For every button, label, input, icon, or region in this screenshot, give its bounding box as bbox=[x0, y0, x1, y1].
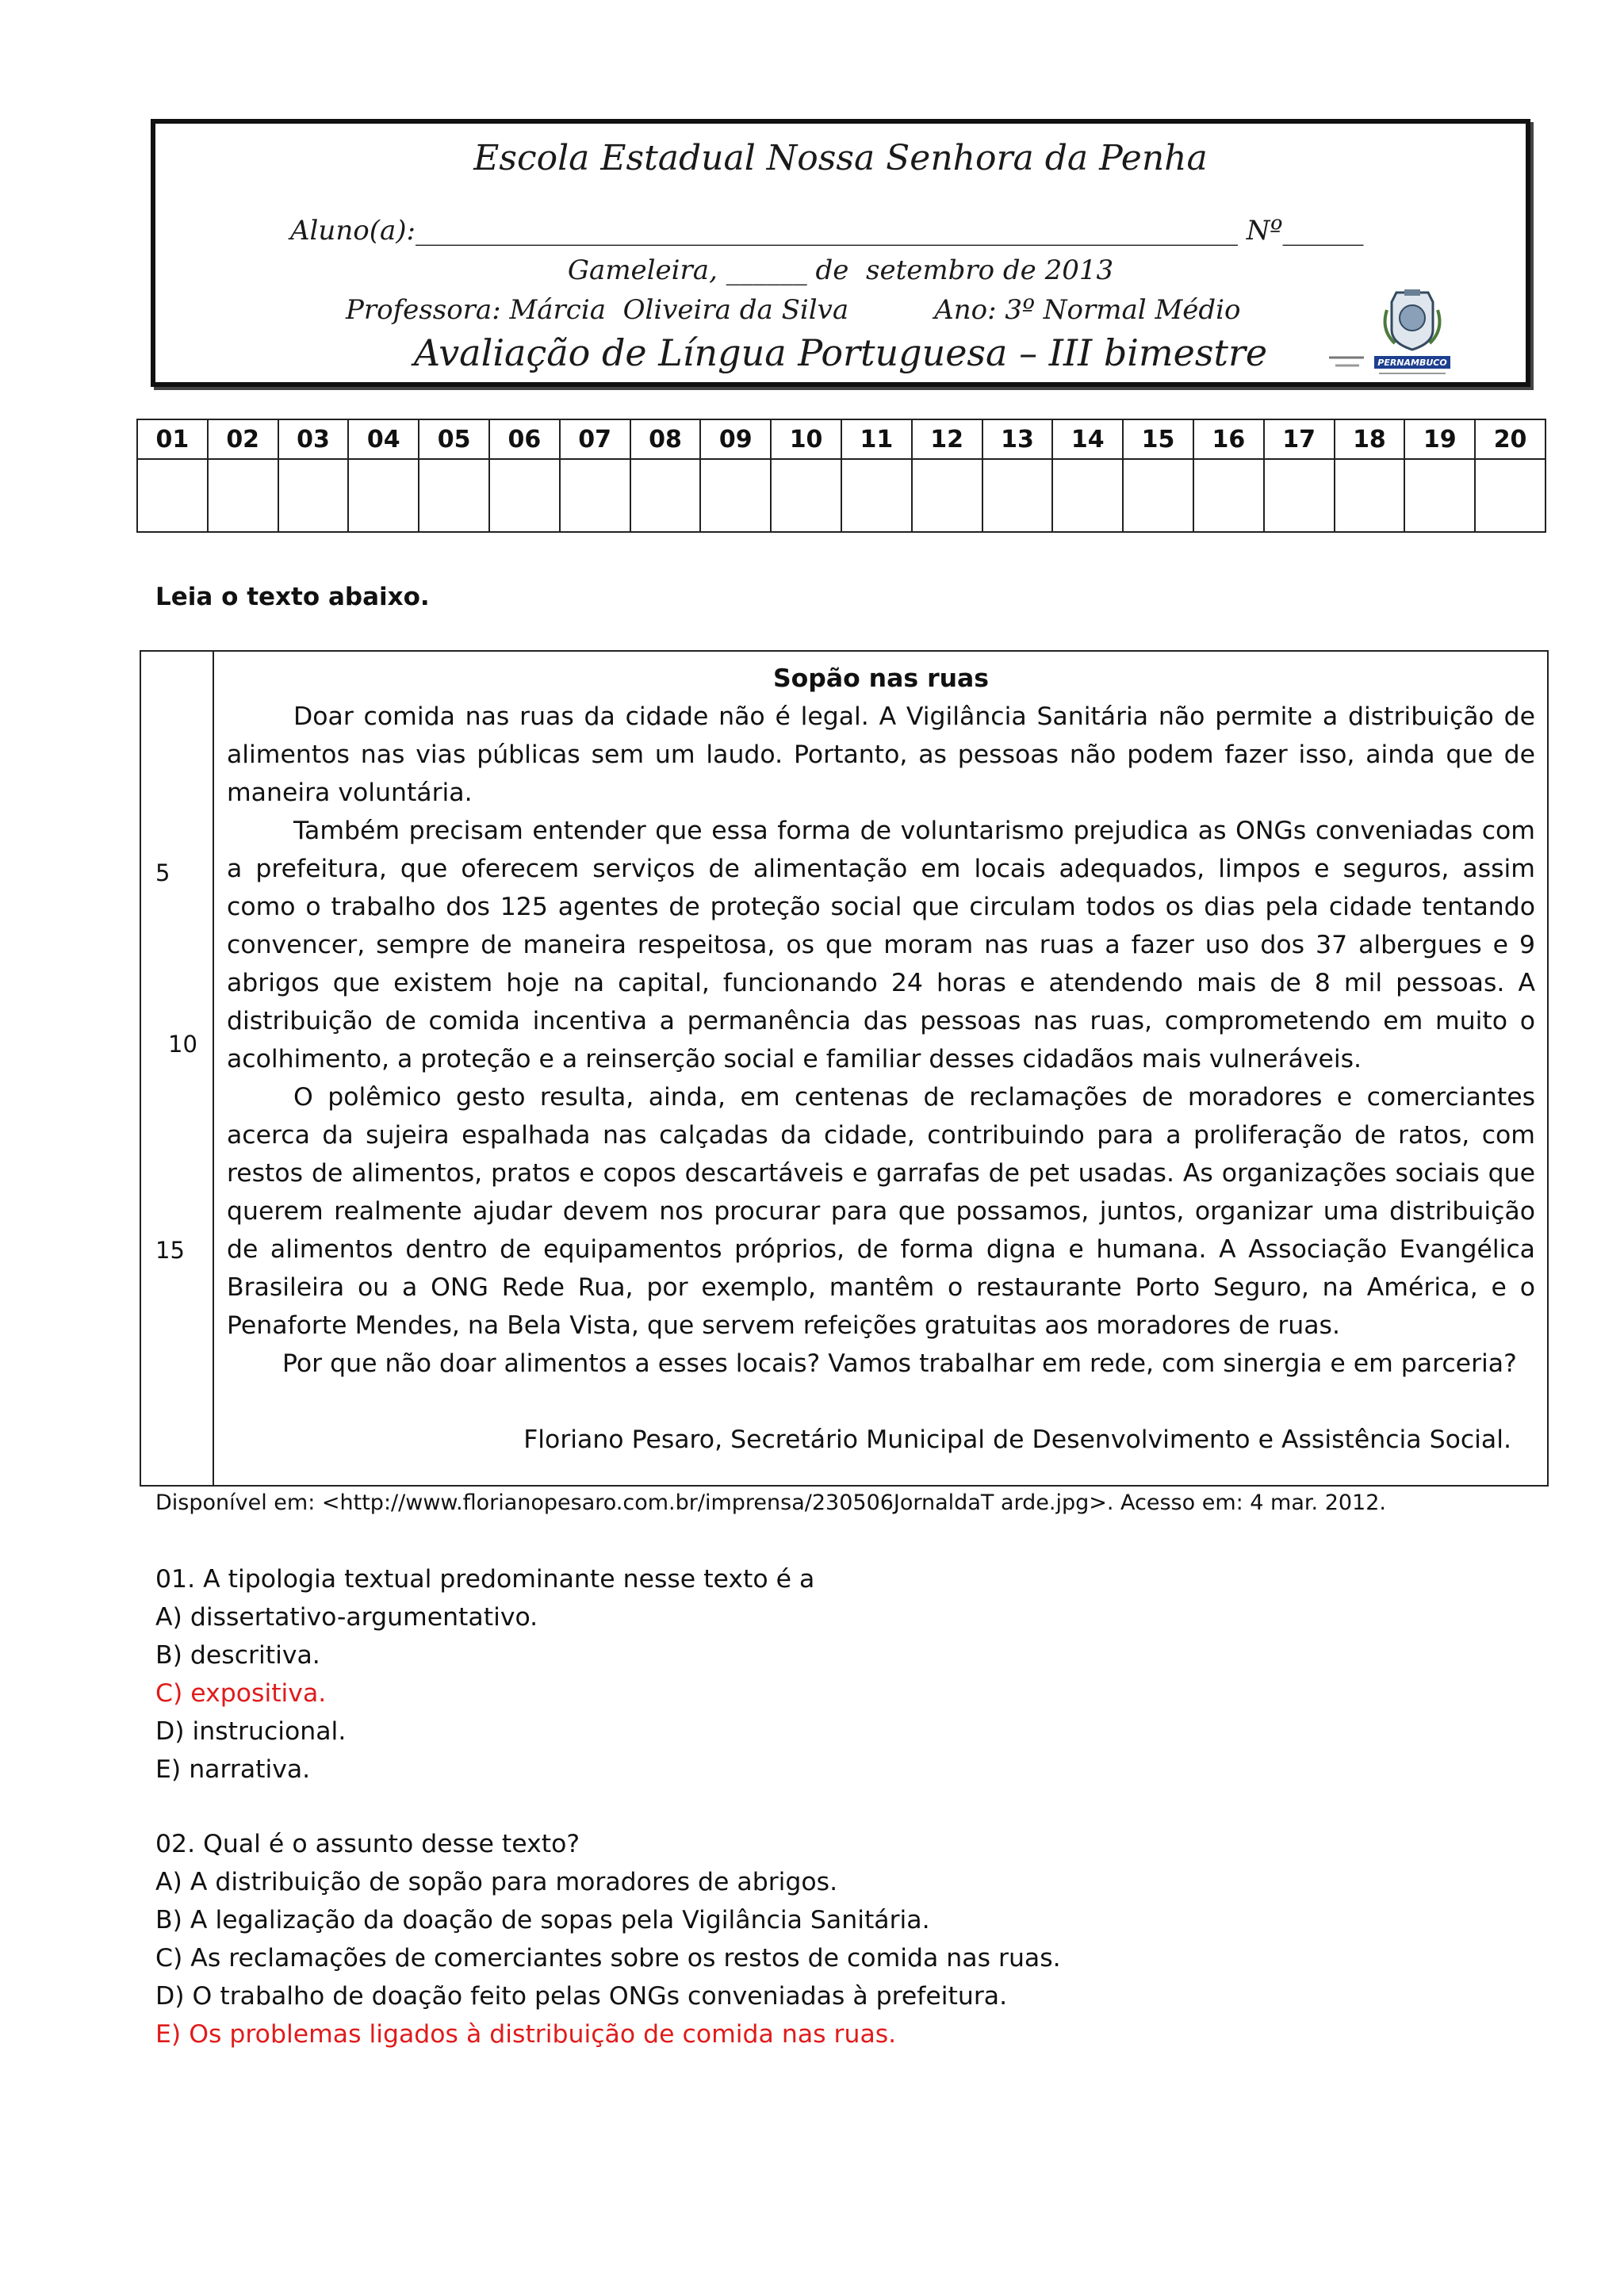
answer-number-15: 15 bbox=[1123, 419, 1193, 459]
paragraph-2: Também precisam entender que essa forma de voluntarismo prejudica as ONGs conveniadas com a prefeitura, que oferecem serviços de alimentação em locais adequados, limpos e seguros, assim como o trabalho dos 125 agentes de proteção social que circulam todos os dias pela cidade tentando convencer, sempre de maneira respeitosa, os que moram nas ruas a fazer uso dos 37 albergues e 9 abrigos que existem hoje na capital, funcionando 24 horas e atendendo mais de 8 mil pessoas. A distribuição de comida incentiva a permanência das pessoas nas ruas, comprometendo em muito o acolhimento, a proteção e a reinserção social e familiar desses cidadãos mais vulneráveis. bbox=[227, 817, 1535, 1073]
answer-box-05[interactable] bbox=[419, 459, 489, 532]
header-box bbox=[151, 119, 1530, 387]
answer-box-16[interactable] bbox=[1193, 459, 1264, 532]
text-title: Sopão nas ruas bbox=[772, 664, 990, 693]
answer-number-08: 08 bbox=[630, 419, 701, 459]
option-e: E) narrativa. bbox=[155, 1755, 311, 1784]
paragraph-4: Por que não doar alimentos a esses locais? Vamos trabalhar em rede, com sinergia e em parceria? bbox=[282, 1349, 1517, 1378]
school-name: Escola Estadual Nossa Senhora da Penha bbox=[473, 138, 1208, 178]
answer-number-19: 19 bbox=[1404, 419, 1475, 459]
small-brand-icon bbox=[1327, 350, 1367, 373]
answer-box-15[interactable] bbox=[1123, 459, 1193, 532]
text-body bbox=[227, 660, 1535, 1459]
author-credit: Floriano Pesaro, Secretário Municipal de Desenvolvimento e Assistência Social. bbox=[523, 1425, 1511, 1454]
answer-number-10: 10 bbox=[771, 419, 841, 459]
paragraph-3: O polêmico gesto resulta, ainda, em centenas de reclamações de moradores e comerciantes acerca da sujeira espalhada nas calçadas da cidade, contribuindo para a proliferação de ratos, com restos de alimentos, pratos e copos descartáveis e garrafas de pet usadas. As organizações sociais que querem realmente ajudar devem nos procurar para que possamos, juntos, organizar uma distribuição de alimentos dentro de equipamentos próprios, de forma digna e humana. A Associação Evangélica Brasileira ou a ONG Rede Rua, por exemplo, mantêm o restaurante Porto Seguro, na América, e o Penaforte Mendes, na Bela Vista, que servem refeições gratuitas aos moradores de ruas. bbox=[227, 1083, 1535, 1340]
option-b: B) A legalização da doação de sopas pela Vigilância Sanitária. bbox=[155, 1906, 930, 1934]
answer-box-18[interactable] bbox=[1335, 459, 1405, 532]
question-stem: 01. A tipologia textual predominante nesse texto é a bbox=[155, 1565, 815, 1594]
option-a: A) dissertativo-argumentativo. bbox=[155, 1603, 538, 1632]
answer-number-17: 17 bbox=[1264, 419, 1335, 459]
date-line: Gameleira, ______ de setembro de 2013 bbox=[567, 254, 1114, 286]
pernambuco-logo bbox=[1373, 286, 1452, 377]
answer-number-02: 02 bbox=[208, 419, 278, 459]
answer-blanks-row bbox=[137, 459, 1545, 532]
teacher-line: Professora: Márcia Oliveira da Silva Ano: 3º Normal Médio bbox=[346, 294, 1241, 326]
answer-number-04: 04 bbox=[348, 419, 419, 459]
instruction: Leia o texto abaixo. bbox=[155, 583, 430, 611]
answer-box-01[interactable] bbox=[137, 459, 208, 532]
answer-numbers-row bbox=[137, 419, 1545, 459]
answer-grid bbox=[136, 419, 1546, 533]
student-line: Aluno(a):_____________________________________________________________ Nº______ bbox=[290, 215, 1364, 247]
answer-box-06[interactable] bbox=[489, 459, 560, 532]
paragraph-1: Doar comida nas ruas da cidade não é legal. A Vigilância Sanitária não permite a distribuição de alimentos nas vias públicas sem um laudo. Portanto, as pessoas não podem fazer isso, ainda que de maneira voluntária. bbox=[227, 702, 1535, 807]
answer-number-09: 09 bbox=[700, 419, 771, 459]
question-stem: 02. Qual é o assunto desse texto? bbox=[155, 1830, 580, 1858]
answer-box-10[interactable] bbox=[771, 459, 841, 532]
answer-box-07[interactable] bbox=[560, 459, 630, 532]
answer-box-17[interactable] bbox=[1264, 459, 1335, 532]
reading-text-box bbox=[140, 650, 1549, 1487]
line-number-column bbox=[141, 652, 214, 1485]
option-c-correct: C) expositiva. bbox=[155, 1679, 327, 1708]
answer-number-20: 20 bbox=[1475, 419, 1545, 459]
answer-number-18: 18 bbox=[1335, 419, 1405, 459]
answer-box-12[interactable] bbox=[912, 459, 982, 532]
answer-number-06: 06 bbox=[489, 419, 560, 459]
answer-number-16: 16 bbox=[1193, 419, 1264, 459]
option-c: C) As reclamações de comerciantes sobre os restos de comida nas ruas. bbox=[155, 1944, 1061, 1973]
answer-number-14: 14 bbox=[1052, 419, 1123, 459]
option-a: A) A distribuição de sopão para moradores de abrigos. bbox=[155, 1868, 838, 1896]
answer-number-01: 01 bbox=[137, 419, 208, 459]
answer-number-11: 11 bbox=[841, 419, 912, 459]
logo-text: PERNAMBUCO bbox=[1377, 358, 1447, 368]
answer-box-20[interactable] bbox=[1475, 459, 1545, 532]
option-d: D) O trabalho de doação feito pelas ONGs conveniadas à prefeitura. bbox=[155, 1982, 1008, 2011]
answer-number-05: 05 bbox=[419, 419, 489, 459]
answer-box-03[interactable] bbox=[278, 459, 349, 532]
line-number-10: 10 bbox=[168, 1031, 197, 1058]
answer-box-04[interactable] bbox=[348, 459, 419, 532]
answer-box-13[interactable] bbox=[982, 459, 1053, 532]
answer-number-13: 13 bbox=[982, 419, 1053, 459]
line-number-5: 5 bbox=[155, 859, 170, 886]
answer-box-09[interactable] bbox=[700, 459, 771, 532]
line-number-15: 15 bbox=[155, 1237, 185, 1264]
option-e-correct: E) Os problemas ligados à distribuição de comida nas ruas. bbox=[155, 2020, 897, 2049]
answer-number-07: 07 bbox=[560, 419, 630, 459]
answer-box-08[interactable] bbox=[630, 459, 701, 532]
answer-box-14[interactable] bbox=[1052, 459, 1123, 532]
option-b: B) descritiva. bbox=[155, 1641, 320, 1670]
coat-of-arms-icon bbox=[1385, 289, 1440, 350]
question-1 bbox=[155, 1560, 814, 1789]
question-2 bbox=[155, 1825, 1061, 2053]
answer-number-03: 03 bbox=[278, 419, 349, 459]
answer-box-19[interactable] bbox=[1404, 459, 1475, 532]
answer-box-11[interactable] bbox=[841, 459, 912, 532]
source-citation: Disponível em: <http://www.florianopesaro.com.br/imprensa/230506JornaldaT arde.jpg>. Acesso em: 4 mar. 2012. bbox=[155, 1490, 1386, 1515]
answer-box-02[interactable] bbox=[208, 459, 278, 532]
answer-number-12: 12 bbox=[912, 419, 982, 459]
evaluation-title: Avaliação de Língua Portuguesa – III bimestre bbox=[413, 331, 1268, 374]
option-d: D) instrucional. bbox=[155, 1717, 347, 1746]
